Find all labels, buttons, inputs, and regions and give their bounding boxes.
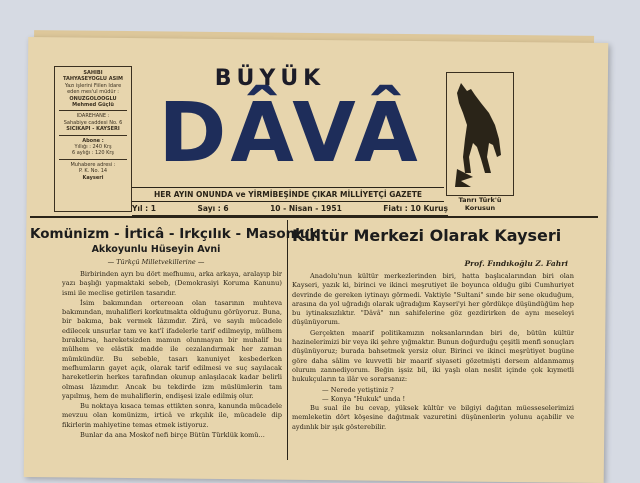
owner-line: Mehmed Güçlü [72, 102, 114, 109]
masthead-title-top: BÜYÜK [214, 66, 326, 91]
masthead-tagline: HER AYIN ONUNDA ve YİRMİBEŞİNDE ÇIKAR MİLLİYETÇİ GAZETE [132, 187, 444, 202]
section-divider [30, 216, 598, 218]
logo-caption-line: Tanrı Türk'ü [458, 196, 502, 204]
divider [59, 159, 127, 160]
divider [59, 110, 127, 111]
owner-line: P. K. No. 14 [78, 168, 108, 175]
issue-year: Yıl : 1 [132, 204, 157, 213]
owner-info-box [54, 66, 132, 212]
owner-line: SAHİBİ [83, 70, 103, 76]
owner-line: Yazı işlerini Fiilen İdare [64, 82, 122, 89]
article-paragraph: Bu sual ile bu cevap, yüksek kültür ve bilgiyi dağıtan müesseselerimizi memleketin dört köşesine dağıtmak vazuretini düşünenlerin yolunu açabilir ve aydınlık bir ışık gösterebilir. [292, 404, 574, 431]
article-paragraph: Bu noktaya kısaca temas ettikten sonra, kanunda mücadele mevzuu olan komünizm, irticâ ve ırkçılık ile, mücadele dip fikirlerin mahiyetine temas etmek istiyoruz. [62, 402, 282, 429]
owner-line: SİCİKAPI - KAYSERİ [66, 126, 120, 133]
article-dialogue-line: — Nerede yetiştiniz ? [322, 385, 394, 394]
article-headline-right: Kültür Merkezi Olarak Kayseri [292, 226, 562, 245]
issue-number: Sayı : 6 [197, 204, 229, 213]
article-dialogue-line: — Konya "Hukuk" unda ! [322, 394, 406, 403]
article-dedication: — Türkçü Milletvekillerine — [107, 258, 205, 266]
divider [59, 135, 127, 136]
masthead-title: DÂVÂ [158, 86, 422, 181]
owner-line: Yıllığı : 240 Krş [74, 144, 112, 151]
article-body-right [292, 272, 574, 472]
owner-line: ONUZGÖLÖOĞLU [69, 95, 117, 102]
article-body-left [62, 270, 282, 470]
wolf-icon [447, 73, 512, 194]
article-paragraph: İsim bakımından ortereoan olan tasarının muhteva bakımından, muhalifleri korkutmakta olduğunu görüyoruz. Buna, bir bakıma, bak vermek lâzımdır. Zirâ, ve sayılı mücadele edilecek unsurlar tam ve kat'î ifadelerle tarif edilmeyip, mülhem bırakılırsa, hareketsizden mamun olunmayan bir muhalif bu mülhem ve elâstik madde ile cezalandırmak her zaman mümkündür. Bu sebeble, tasarı kanuniyet kesbederken mefhumların gayet açık, olarak tarif edilmesi ve suç sayılacak hareketlerin herkes tarafından okunup anlaşılacak kadar belirli olması lâzımdır. Ancak bu tekdirde izm müslümlerin tam yapılmış, hem de muhaliflerin, endişesi izale edilmiş olur. [62, 298, 282, 400]
owner-line: Abone : [82, 137, 104, 144]
owner-line: Muhabere adresi : [70, 161, 116, 168]
issue-date: 10 - Nisan - 1951 [270, 204, 342, 213]
article-paragraph: Gerçekten maarif politikamızın noksanlarından biri de, bütün kültür hazinelerimizi bir veya iki şehre yığmaktır. Bunun doğurduğu çeşitli menfi sonuçları düşünüyoruz; burada bahsetmek yersiz olur. Birinci ve ikinci meşrûtiyet bugüne göre daha sâlim ve kuvvetli bir maarif siyaseti gözetmişti derseın aldanmamış olurum zannediyorum. Beğin işsiz bil, iki yaşlı olan neslit içinde çok kıymetli hukukçuların ta ilâr ve sorarsanız: [292, 328, 574, 384]
issue-price: Fiatı : 10 Kuruş [383, 204, 448, 213]
logo-caption [446, 196, 514, 212]
wolf-logo-box [446, 72, 514, 196]
article-headline-left: Komünizm - İrticâ - Irkçılık - Masonluk [30, 226, 319, 242]
owner-line: 6 aylığı : 120 Krş [71, 150, 115, 157]
article-author-left: Akkoyunlu Hüseyin Avni [91, 244, 221, 255]
owner-line: İDAREHANE : [76, 113, 110, 120]
article-paragraph: Birbirinden ayrı bu dört mefhumu, arka arkaya, aralayıp bir yazı başlığı yapmaktaki sebeb, (Demokrasiyi Koruma Kanunu) ismi ile meclise getirilen tasarıdır. [62, 270, 282, 297]
article-paragraph: Bunlar da ana Moskof nefi birçe Bütün Türklük komü... [80, 431, 265, 440]
owner-line: eden mes'ul müdür : [67, 89, 119, 96]
column-divider [287, 220, 288, 460]
owner-line: Kayseri [82, 174, 104, 181]
article-paragraph: Anadolu'nun kültür merkezlerinden biri, hatta başlıcalarından biri olan Kayseri, yazık ki, birinci ve ikinci meşrutiyet ile boyunca olduğu gibi Cumhuriyet devrinde de gereken iytinayı görmedi. Vaktiyle "Sultani" sınde bir sene okuduğum, arasına da yol uğradığı olarak uğradığım Kayseri'yi her gördükçe düşündüğüm hep bu iytinaksızlıktır. "Dâvâ" nın sahifelerine göz gezdirirken de aynı meseleyi düşünüyorum. [292, 272, 574, 327]
issue-info-line [132, 203, 448, 216]
article-author-right: Prof. Fındıkoğlu Z. Fahri [464, 259, 568, 268]
owner-line: Sahabiye caddesi No. 6 [63, 119, 123, 126]
logo-caption-line: Korusun [464, 204, 496, 212]
owner-line: TAHYASEYOĞLU ÂSIM [62, 76, 124, 83]
